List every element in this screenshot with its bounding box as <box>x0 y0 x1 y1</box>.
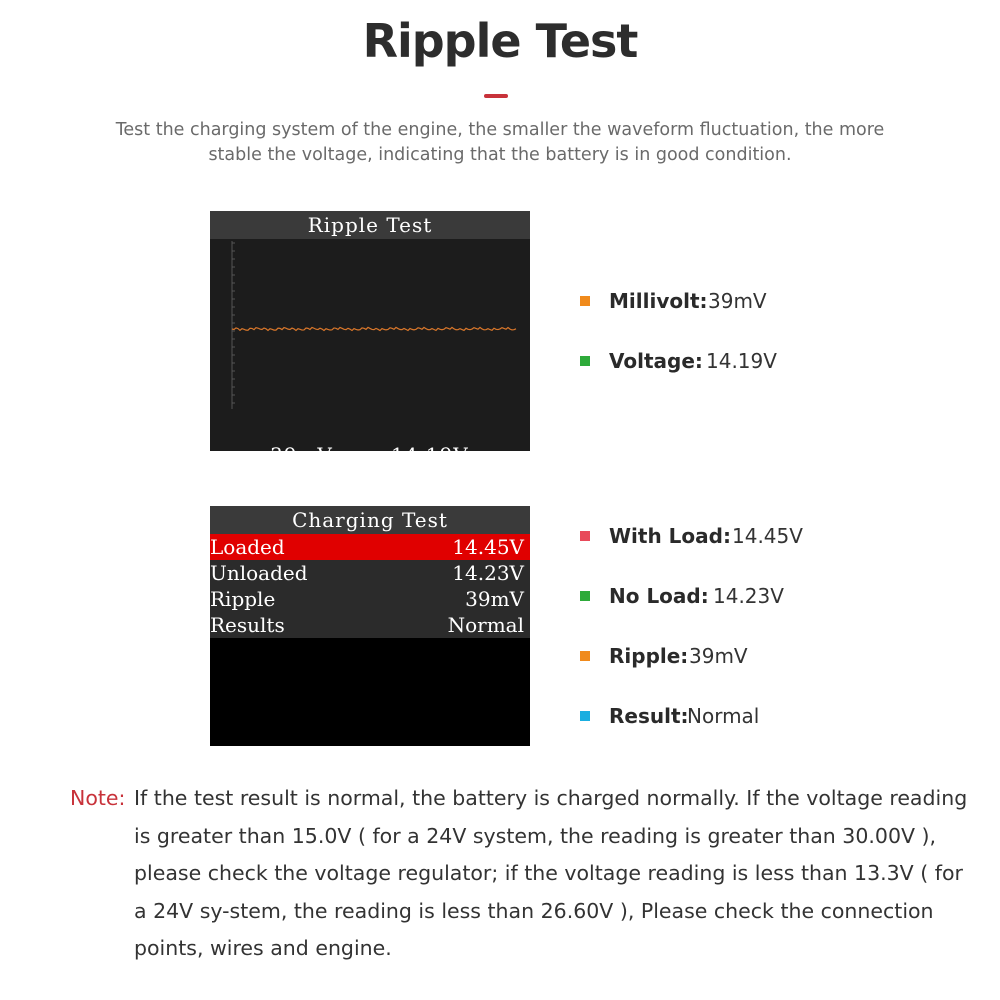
legend-no-load-label: No Load: <box>609 584 709 608</box>
page-title: Ripple Test <box>362 14 638 68</box>
blue-square-icon <box>580 711 590 721</box>
row-results-label: Results <box>210 613 285 637</box>
row-results <box>210 612 530 638</box>
row-loaded-label: Loaded <box>210 535 285 559</box>
charging-screen-title: Charging Test <box>210 506 530 534</box>
legend-result-value: Normal <box>687 704 760 728</box>
ripple-screen-title: Ripple Test <box>210 211 530 239</box>
legend-no-load-value: 14.23V <box>713 584 784 608</box>
orange-square-icon <box>580 651 590 661</box>
row-results-value: Normal <box>447 613 524 637</box>
ripple-millivolt-readout: 39mV <box>270 443 333 467</box>
row-unloaded-value: 14.23V <box>452 561 524 585</box>
green-square-icon <box>580 591 590 601</box>
red-square-icon <box>580 531 590 541</box>
legend-voltage-value: 14.19V <box>706 349 777 373</box>
legend-ripple-value: 39mV <box>689 644 748 668</box>
row-unloaded <box>210 560 530 586</box>
legend-millivolt-label: Millivolt: <box>609 289 708 313</box>
legend-voltage-label: Voltage: <box>609 349 703 373</box>
legend-with-load-label: With Load: <box>609 524 731 548</box>
title-underline <box>484 94 508 98</box>
waveform-svg <box>210 239 530 451</box>
charging-test-screen <box>210 506 530 746</box>
row-loaded-value: 14.45V <box>452 535 524 559</box>
ripple-test-screen <box>210 211 530 467</box>
legend-result-label: Result: <box>609 704 689 728</box>
note-label: Note: <box>70 786 126 810</box>
waveform-plot <box>210 239 530 467</box>
waveform-line <box>232 327 516 330</box>
note-text: If the test result is normal, the battery is charged normally. If the voltage reading is greater than 15.0V ( for a 24V system, the reading is greater than 30.00V ), please check the voltage regulator; if the voltage reading is less than 13.3V ( for a 24V sy-stem, the reading is less than 26.60V ), Please check the connection points, wires and engine. <box>134 786 968 960</box>
legend-ripple-label: Ripple: <box>609 644 689 668</box>
page-subtitle: Test the charging system of the engine, the smaller the waveform fluctuation, the more stable the voltage, indicating that the battery is in good condition. <box>115 120 885 165</box>
orange-square-icon <box>580 296 590 306</box>
legend-with-load-value: 14.45V <box>732 524 803 548</box>
row-ripple-label: Ripple <box>210 587 276 611</box>
legend-millivolt-value: 39mV <box>708 289 767 313</box>
row-unloaded-label: Unloaded <box>210 561 308 585</box>
row-ripple <box>210 586 530 612</box>
green-square-icon <box>580 356 590 366</box>
row-ripple-value: 39mV <box>465 587 524 611</box>
waveform-axis-ticks <box>232 243 235 403</box>
ripple-voltage-readout: 14.19V <box>391 443 469 467</box>
row-loaded <box>210 534 530 560</box>
